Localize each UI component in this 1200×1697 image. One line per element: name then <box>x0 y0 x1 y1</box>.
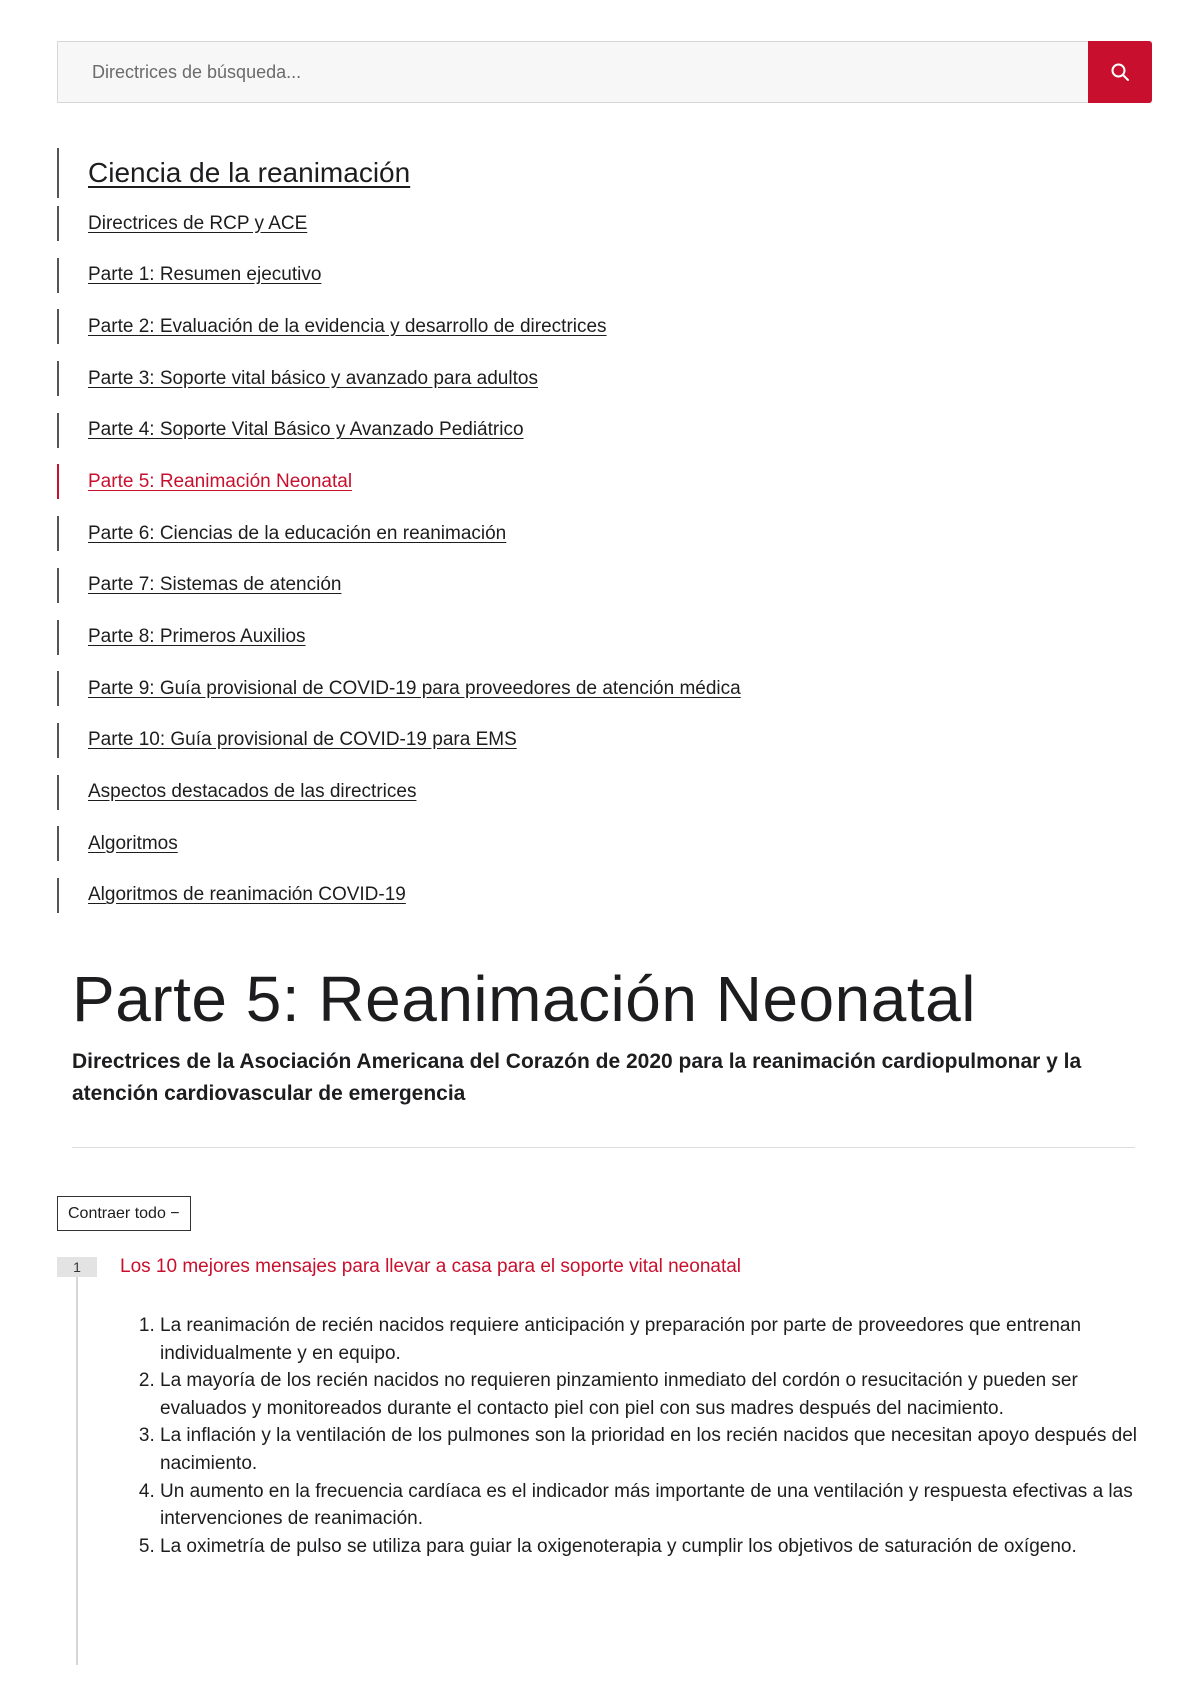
search-button[interactable] <box>1088 41 1152 103</box>
list-item: 3. La inflación y la ventilación de los pulmones son la prioridad en los recién nacidos que necesitan apoyo después del nacimiento. <box>160 1422 1160 1477</box>
nav-item-parte-7 <box>57 568 957 603</box>
nav-item-parte-5-active <box>57 464 957 499</box>
nav-item-parte-6 <box>57 516 957 551</box>
list-item: 4. Un aumento en la frecuencia cardíaca es el indicador más importante de una ventilación y respuesta efectivas a las intervenciones de reanimación. <box>160 1478 1160 1533</box>
search-input[interactable] <box>57 41 1088 103</box>
list-item: 5. La oximetría de pulso se utiliza para guiar la oxigenoterapia y cumplir los objetivos de saturación de oxígeno. <box>160 1533 1160 1561</box>
nav-item-algoritmos-covid <box>57 878 957 913</box>
search-bar <box>57 41 1152 103</box>
nav-item-parte-4 <box>57 413 957 448</box>
nav-item-parte-10 <box>57 723 957 758</box>
nav-link[interactable]: Parte 6: Ciencias de la educación en reanimación <box>88 522 507 544</box>
search-icon <box>1110 62 1130 82</box>
nav-link[interactable]: Parte 3: Soporte vital básico y avanzado para adultos <box>88 367 538 389</box>
accordion-title[interactable]: Los 10 mejores mensajes para llevar a casa para el soporte vital neonatal <box>120 1256 742 1277</box>
accordion-vertical-line <box>76 1277 78 1665</box>
nav-list <box>57 206 957 913</box>
nav-link[interactable]: Parte 9: Guía provisional de COVID-19 para proveedores de atención médica <box>88 677 741 699</box>
nav-link-active[interactable]: Parte 5: Reanimación Neonatal <box>88 470 353 492</box>
nav-item-parte-2 <box>57 309 957 344</box>
nav-heading-link[interactable]: Ciencia de la reanimación <box>88 157 411 188</box>
accordion-content-list <box>120 1312 1160 1560</box>
nav-item-parte-9 <box>57 671 957 706</box>
nav-item-parte-1 <box>57 258 957 293</box>
nav-item-directrices-rcp-ace <box>57 206 957 241</box>
nav-link[interactable]: Parte 1: Resumen ejecutivo <box>88 264 322 286</box>
nav-item-aspectos-destacados <box>57 775 957 810</box>
nav-item-parte-3 <box>57 361 957 396</box>
list-item: 1. La reanimación de recién nacidos requiere anticipación y preparación por parte de proveedores que entrenan individualmente y en equipo. <box>160 1312 1160 1367</box>
nav-link[interactable]: Directrices de RCP y ACE <box>88 212 308 234</box>
page-title: Parte 5: Reanimación Neonatal <box>72 963 976 1035</box>
nav-link[interactable]: Algoritmos <box>88 832 178 854</box>
nav-item-algoritmos <box>57 826 957 861</box>
divider <box>72 1147 1135 1148</box>
nav-link[interactable]: Algoritmos de reanimación COVID-19 <box>88 884 406 906</box>
accordion-number-badge: 1 <box>57 1257 97 1277</box>
nav-link[interactable]: Parte 7: Sistemas de atención <box>88 574 342 596</box>
collapse-all-button[interactable]: Contraer todo − <box>57 1196 191 1231</box>
nav-link[interactable]: Aspectos destacados de las directrices <box>88 781 417 803</box>
nav-link[interactable]: Parte 10: Guía provisional de COVID-19 para EMS <box>88 729 517 751</box>
page-subtitle: Directrices de la Asociación Americana del Corazón de 2020 para la reanimación cardiopulmonar y la atención cardiovascular de emergencia <box>72 1050 1082 1105</box>
nav-link[interactable]: Parte 8: Primeros Auxilios <box>88 626 306 647</box>
sidebar-nav <box>57 148 957 930</box>
nav-heading <box>57 148 957 198</box>
nav-item-parte-8 <box>57 620 957 655</box>
list-item: 2. La mayoría de los recién nacidos no requieren pinzamiento inmediato del cordón o resucitación y pueden ser evaluados y monitoreados durante el contacto piel con piel con sus madres después del nacimiento. <box>160 1367 1160 1422</box>
nav-link[interactable]: Parte 4: Soporte Vital Básico y Avanzado Pediátrico <box>88 419 524 441</box>
nav-link[interactable]: Parte 2: Evaluación de la evidencia y desarrollo de directrices <box>88 315 607 337</box>
